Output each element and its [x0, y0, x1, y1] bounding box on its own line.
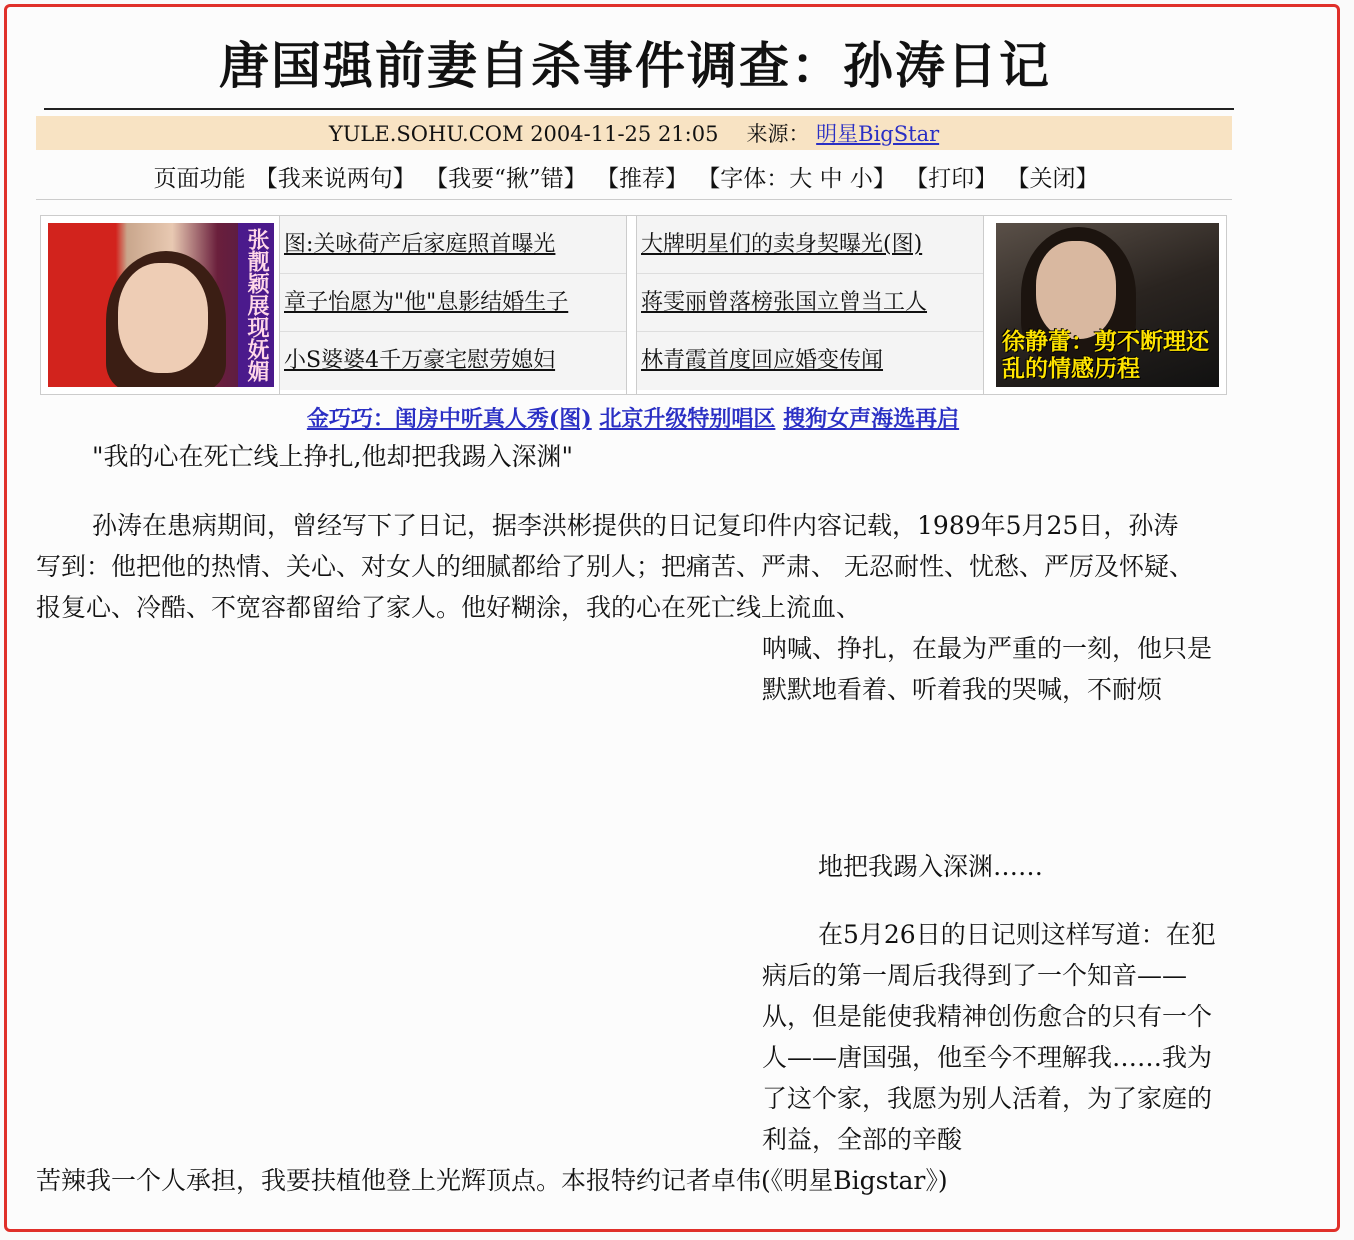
source-bar	[36, 116, 1232, 150]
page-functions-bar	[0, 160, 1254, 193]
recommend-button[interactable]: 【推荐】	[595, 166, 688, 192]
sub-link[interactable]: 搜狗女声海选再启	[783, 406, 960, 432]
promo-link[interactable]: 大牌明星们的卖身契曝光(图)	[641, 232, 923, 257]
portrait-face	[1036, 241, 1116, 339]
promo-link[interactable]: 小S婆婆4千万豪宅慰劳媳妇	[284, 348, 556, 373]
promo-image-right[interactable]	[996, 223, 1219, 387]
sub-link[interactable]: 金巧巧：闺房中听真人秀(图)	[306, 406, 592, 432]
functions-label: 页面功能	[153, 166, 246, 192]
site-date: YULE.SOHU.COM 2004-11-25 21:05	[328, 122, 719, 146]
comment-button[interactable]: 【我来说两句】	[254, 166, 416, 192]
portrait-face	[118, 263, 208, 373]
promo-link[interactable]: 图:关咏荷产后家庭照首曝光	[284, 232, 556, 257]
font-size-button[interactable]: 【字体：大 中 小】	[697, 166, 896, 192]
title-divider	[44, 108, 1234, 110]
functions-divider	[36, 199, 1232, 200]
source-link[interactable]: 明星BigStar	[816, 122, 940, 146]
paragraph-3: 在5月26日的日记则这样写道：在犯病后的第一周后我得到了一个知音——从，但是能使我精神创伤愈合的只有一个人——唐国强，他至今不理解我……我为了这个家，我愿为别人活着，为了家庭的利益，全部的辛酸	[762, 920, 1216, 1154]
source-label: 来源：	[746, 122, 810, 146]
promo-box	[40, 215, 1227, 395]
promo-link-cell	[637, 216, 983, 274]
article-quote: "我的心在死亡线上挣扎,他却把我踢入深渊"	[92, 442, 573, 471]
close-button[interactable]: 【关闭】	[1006, 166, 1099, 192]
report-error-button[interactable]: 【我要“揪”错】	[425, 166, 587, 192]
promo-link-cell	[637, 332, 983, 390]
promo-image-left[interactable]	[48, 223, 274, 387]
promo-link-cell	[637, 274, 983, 332]
sub-links-row	[0, 402, 1266, 433]
article-title: 唐国强前妻自杀事件调查：孙涛日记	[219, 37, 1051, 95]
promo-link[interactable]: 蒋雯丽曾落榜张国立曾当工人	[641, 290, 928, 315]
print-button[interactable]: 【打印】	[905, 166, 998, 192]
paragraph-1: 孙涛在患病期间，曾经写下了日记，据李洪彬提供的日记复印件内容记载，1989年5月25日，孙涛写到：他把他的热情、关心、对女人的细腻都给了别人；把痛苦、严肃、 无忍耐性、忧愁、严厉及怀疑、报复心、冷酷、不宽容都留给了家人。他好糊涂，我的心在死亡线上流血、	[36, 511, 1194, 622]
promo-link[interactable]: 林青霞首度回应婚变传闻	[641, 348, 884, 373]
paragraph-3-end: 苦辣我一个人承担，我要扶植他登上光辉顶点。本报特约记者卓伟(《明星Bigstar》)	[36, 1166, 948, 1195]
promo-link-cell	[280, 332, 626, 390]
promo-link-cell	[280, 216, 626, 274]
paragraph-1-continued: 呐喊、挣扎，在最为严重的一刻，他只是默默地看着、听着我的哭喊，不耐烦	[762, 634, 1213, 704]
promo-link-cell	[280, 274, 626, 332]
sub-link[interactable]: 北京升级特别唱区	[599, 406, 776, 432]
promo-column-a	[279, 216, 627, 394]
paragraph-2: 地把我踢入深渊……	[818, 852, 1044, 881]
promo-image-left-caption: 张靓颖展现妩媚	[238, 223, 274, 387]
promo-link[interactable]: 章子怡愿为"他"息影结婚生子	[284, 290, 569, 315]
promo-column-b	[636, 216, 984, 394]
promo-image-right-caption: 徐静蕾：剪不断理还乱的情感历程	[1002, 329, 1209, 382]
